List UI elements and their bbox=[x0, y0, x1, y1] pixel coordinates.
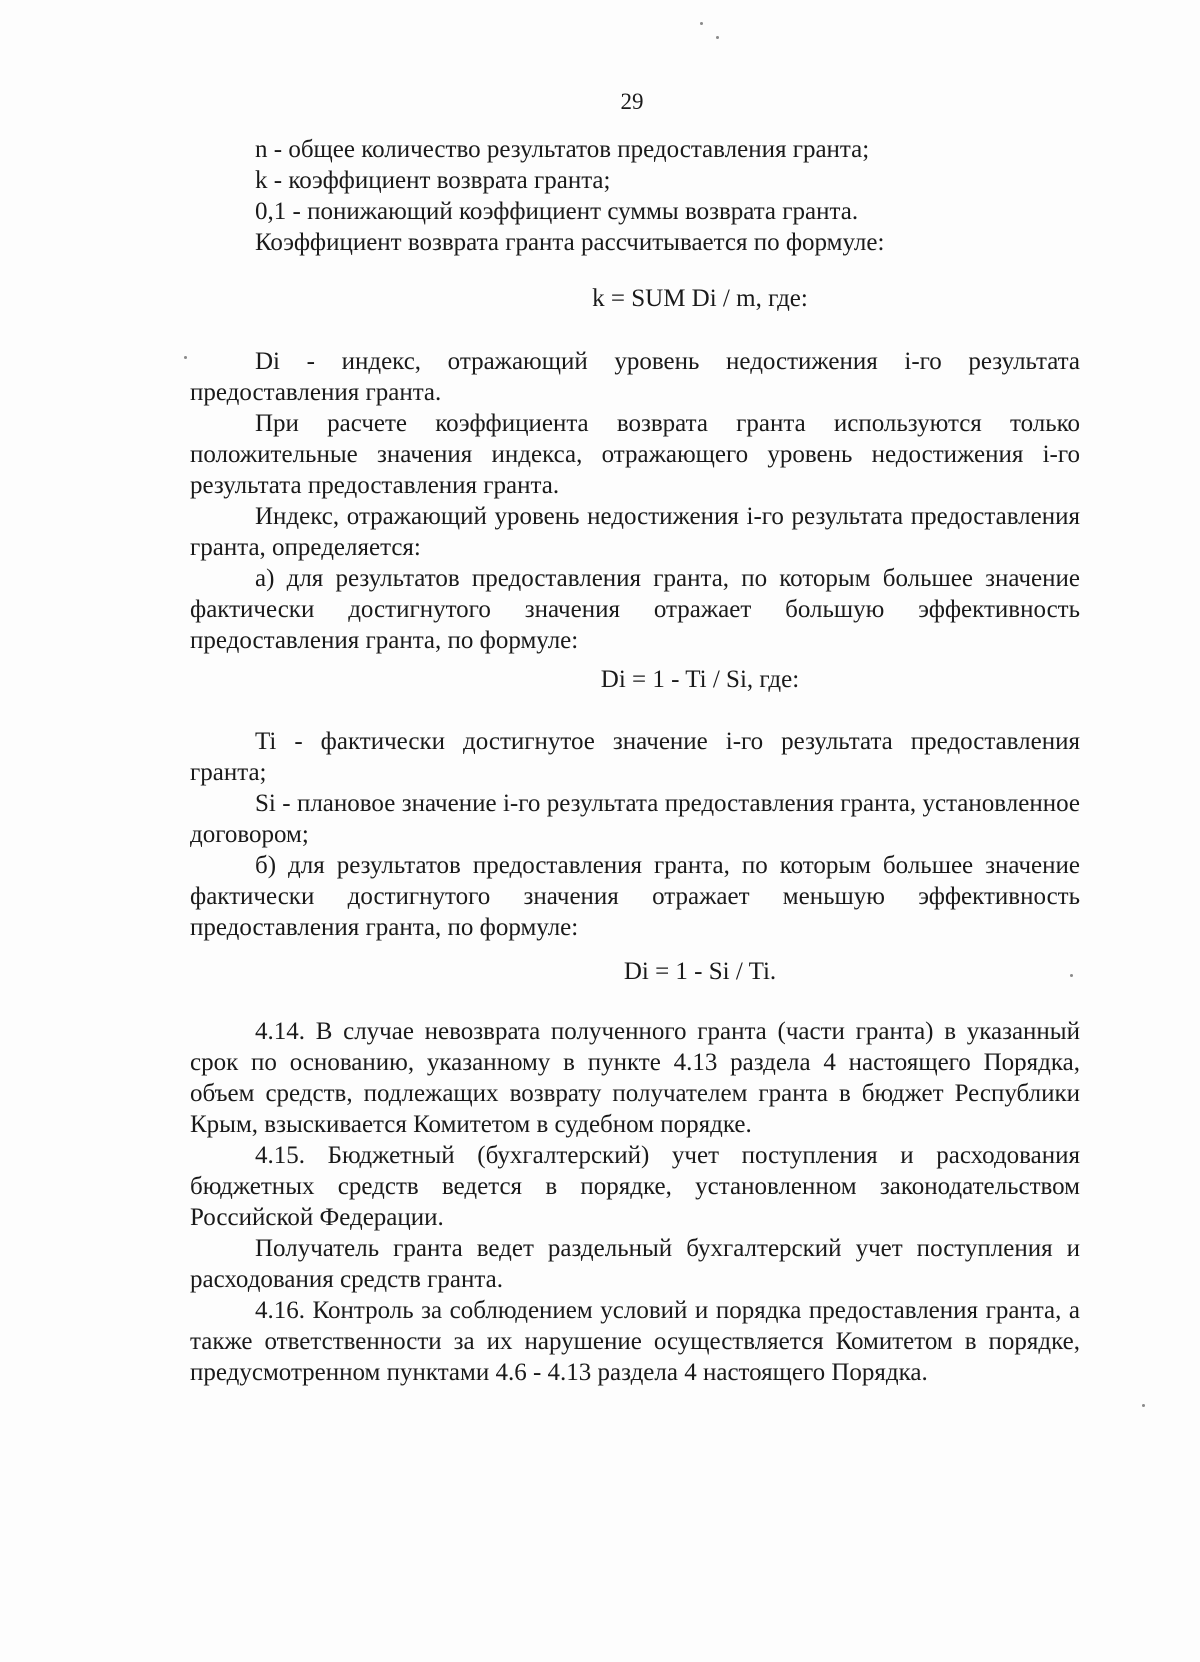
paragraph-case-b: б) для результатов предоставления гранта, по которым большее значение фактически достигнутого значения отражает меньшую эффективность предоставления гранта, по формуле: bbox=[190, 852, 1080, 941]
formula-b: Di = 1 - Si / Ti. bbox=[623, 958, 777, 985]
definitions-top bbox=[190, 134, 1080, 258]
paragraph-si-definition: Si - плановое значение i-го результата предоставления гранта, установленное договором; bbox=[190, 790, 1080, 848]
scan-speck bbox=[700, 22, 703, 25]
scan-speck bbox=[1070, 974, 1073, 977]
definition-n: n - общее количество результатов предоставления гранта; bbox=[255, 136, 870, 163]
paragraph-4-14: 4.14. В случае невозврата полученного гранта (части гранта) в указанный срок по основанию, указанному в пункте 4.13 раздела 4 настоящего Порядка, объем средств, подлежащих возврату получателем гранта в бюджет Республики Крым, взыскивается Комитетом в судебном порядке. bbox=[190, 1018, 1080, 1138]
formula-intro: Коэффициент возврата гранта рассчитывается по формуле: bbox=[255, 229, 885, 256]
definition-coefficient: 0,1 - понижающий коэффициент суммы возврата гранта. bbox=[255, 198, 859, 225]
scan-speck bbox=[716, 36, 719, 39]
definition-k: k - коэффициент возврата гранта; bbox=[255, 167, 611, 194]
page-number: 29 bbox=[620, 89, 644, 114]
block-final bbox=[190, 1016, 1080, 1388]
scan-speck bbox=[184, 356, 187, 359]
paragraph-4-15: 4.15. Бюджетный (бухгалтерский) учет поступления и расходования бюджетных средств ведется в порядке, установленном законодательством Российской Федерации. bbox=[190, 1142, 1080, 1231]
paragraph-di-definition: Di - индекс, отражающий уровень недостижения i-го результата предоставления гранта. bbox=[190, 348, 1080, 406]
block-di bbox=[190, 346, 1080, 656]
formula-a: Di = 1 - Ti / Si, где: bbox=[600, 666, 800, 693]
paragraph-separate-accounting: Получатель гранта ведет раздельный бухгалтерский учет поступления и расходования средств гранта. bbox=[190, 1235, 1080, 1293]
paragraph-index-definition: Индекс, отражающий уровень недостижения i-го результата предоставления гранта, определяется: bbox=[190, 503, 1080, 561]
paragraph-positive-values: При расчете коэффициента возврата гранта используются только положительные значения индекса, отражающего уровень недостижения i-го результата предоставления гранта. bbox=[190, 410, 1080, 499]
paragraph-ti-definition: Ti - фактически достигнутое значение i-го результата предоставления гранта; bbox=[190, 728, 1080, 786]
formula-k: k = SUM Di / m, где: bbox=[592, 285, 808, 312]
paragraph-4-16: 4.16. Контроль за соблюдением условий и порядка предоставления гранта, а также ответственности за их нарушение осуществляется Комитетом в порядке, предусмотренном пунктами 4.6 - 4.13 раздела 4 настоящего Порядка. bbox=[190, 1297, 1080, 1386]
block-ts bbox=[190, 726, 1080, 943]
scan-speck bbox=[1142, 1404, 1145, 1407]
paragraph-case-a: а) для результатов предоставления гранта, по которым большее значение фактически достигнутого значения отражает большую эффективность предоставления гранта, по формуле: bbox=[190, 565, 1080, 654]
